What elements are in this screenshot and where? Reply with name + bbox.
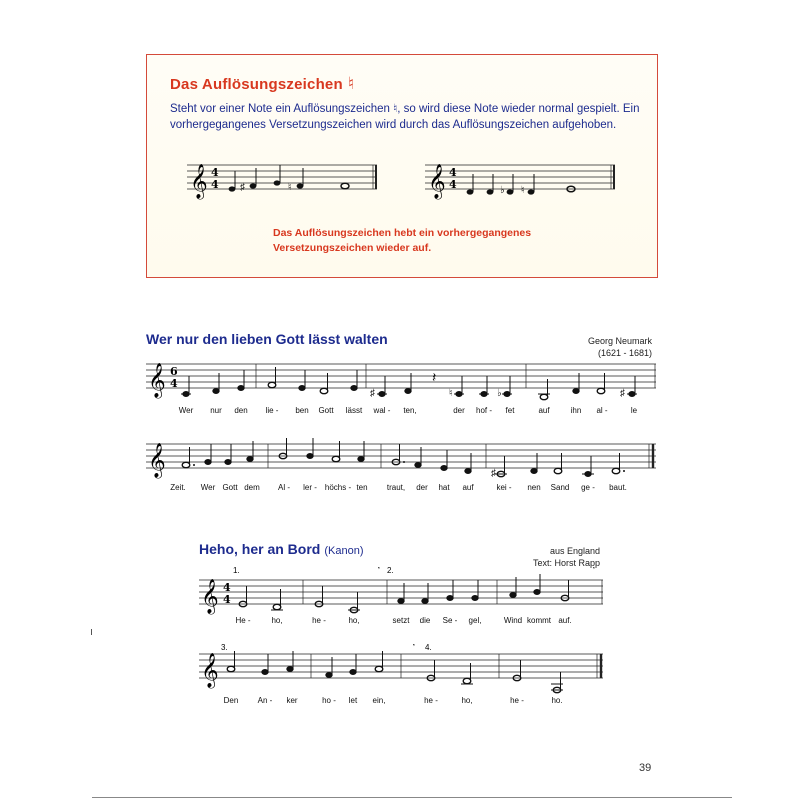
lyric-syllable: ein, xyxy=(372,696,386,705)
lyric-syllable: lässt xyxy=(345,406,363,415)
svg-text:6: 6 xyxy=(170,365,178,378)
section-mark: 2. xyxy=(387,566,394,575)
lyric-syllable: Den xyxy=(223,696,239,705)
svg-text:♯: ♯ xyxy=(491,468,496,479)
lyric-syllable: Wind xyxy=(503,616,523,625)
svg-text:♮: ♮ xyxy=(449,388,453,399)
song2-subtitle: (Kanon) xyxy=(324,545,364,557)
lyric-syllable: ho, xyxy=(271,616,283,625)
treble-clef-icon: 𝄞 xyxy=(190,164,208,199)
lyric-syllable: fet xyxy=(505,406,515,415)
lyric-syllable: Sand xyxy=(550,483,570,492)
lyric-syllable: ge - xyxy=(581,483,595,492)
svg-text:4: 4 xyxy=(223,593,231,606)
lyric-syllable: An - xyxy=(257,696,273,705)
song1-years: (1621 - 1681) xyxy=(597,348,652,358)
lyric-syllable: der xyxy=(416,483,428,492)
lyric-syllable: ho - xyxy=(322,696,336,705)
lyric-syllable: ho, xyxy=(348,616,360,625)
lyric-syllable: Gott xyxy=(318,406,334,415)
svg-text:♯: ♯ xyxy=(240,182,245,193)
treble-clef-icon: 𝄞 xyxy=(201,579,219,614)
bottom-rule xyxy=(92,797,732,798)
svg-text:𝄽: 𝄽 xyxy=(432,369,437,385)
example-staff-1 xyxy=(187,155,387,205)
lyric-syllable: höchs - xyxy=(324,483,352,492)
song2-origin: aus England xyxy=(549,546,600,556)
lyric-syllable: ihn xyxy=(570,406,582,415)
lyric-syllable: auf xyxy=(462,483,474,492)
svg-text:4: 4 xyxy=(223,581,231,594)
info-box-title-text: Das Auflösungszeichen xyxy=(170,76,343,93)
info-box-title xyxy=(170,74,354,94)
lyric-syllable: Zeit. xyxy=(170,483,186,492)
lyric-syllable: nur xyxy=(210,406,222,415)
info-box-note: Das Auflösungszeichen hebt ein vorhergegangenes Versetzungszeichen wieder auf. xyxy=(273,227,532,254)
svg-text:♯: ♯ xyxy=(370,388,375,399)
page-number: 39 xyxy=(639,762,652,774)
song2-staff-1 xyxy=(199,566,609,616)
lyric-syllable: al - xyxy=(596,406,608,415)
lyric-syllable: lie - xyxy=(265,406,279,415)
svg-text:♯: ♯ xyxy=(620,388,625,399)
lyric-syllable: he - xyxy=(424,696,438,705)
song1-staff-2 xyxy=(146,438,658,483)
song2-title-text: Heho, her an Bord xyxy=(199,541,321,557)
margin-mark xyxy=(91,629,92,635)
lyric-syllable: hof - xyxy=(475,406,493,415)
lyric-syllable: setzt xyxy=(392,616,410,625)
svg-text:4: 4 xyxy=(449,166,457,179)
info-box xyxy=(146,54,658,278)
lyric-syllable: die xyxy=(419,616,431,625)
section-mark: 1. xyxy=(233,566,240,575)
svg-text:♭: ♭ xyxy=(500,185,505,196)
svg-text:𝄒: 𝄒 xyxy=(378,567,380,577)
lyric-syllable: ben xyxy=(295,406,309,415)
lyric-syllable: ker xyxy=(286,696,298,705)
lyric-syllable: he - xyxy=(312,616,326,625)
lyric-syllable: kommt xyxy=(527,616,551,625)
lyric-syllable: den xyxy=(234,406,248,415)
song1-staff-1 xyxy=(146,358,658,403)
lyric-syllable: Wer xyxy=(200,483,216,492)
song2-staff-2 xyxy=(199,640,609,698)
svg-text:♮: ♮ xyxy=(521,185,525,196)
lyric-syllable: baut. xyxy=(609,483,627,492)
section-mark: 3. xyxy=(221,643,228,652)
song2-title xyxy=(199,541,364,557)
svg-text:4: 4 xyxy=(211,166,219,179)
lyric-syllable: Gott xyxy=(222,483,238,492)
song1-credit xyxy=(560,335,652,359)
lyric-syllable: auf xyxy=(538,406,550,415)
lyric-syllable: Se - xyxy=(442,616,458,625)
lyric-syllable: nen xyxy=(527,483,541,492)
lyric-syllable: wal - xyxy=(373,406,391,415)
lyric-syllable: traut, xyxy=(386,483,406,492)
lyric-syllable: ler - xyxy=(303,483,317,492)
lyric-syllable: Wer xyxy=(178,406,194,415)
song1-composer: Georg Neumark xyxy=(587,336,652,346)
lyric-syllable: ho, xyxy=(461,696,473,705)
natural-sign-icon: ♮ xyxy=(347,74,355,93)
lyric-syllable: ten xyxy=(356,483,368,492)
lyric-syllable: he - xyxy=(510,696,524,705)
lyric-syllable: let xyxy=(348,696,358,705)
lyric-syllable: ten, xyxy=(403,406,417,415)
lyric-syllable: ho. xyxy=(551,696,563,705)
example-staff-2 xyxy=(425,155,625,205)
svg-text:♭: ♭ xyxy=(497,388,502,399)
treble-clef-icon: 𝄞 xyxy=(201,653,219,688)
treble-clef-icon: 𝄞 xyxy=(148,363,166,398)
svg-text:♮: ♮ xyxy=(288,182,292,193)
lyric-syllable: kei - xyxy=(496,483,512,492)
lyric-syllable: hat xyxy=(438,483,450,492)
svg-text:4: 4 xyxy=(449,178,457,191)
lyric-syllable: He - xyxy=(235,616,251,625)
lyric-syllable: le xyxy=(630,406,638,415)
svg-text:4: 4 xyxy=(211,178,219,191)
treble-clef-icon: 𝄞 xyxy=(148,443,166,478)
lyric-syllable: der xyxy=(453,406,465,415)
svg-text:𝄒: 𝄒 xyxy=(413,644,415,654)
song2-text-credit: Text: Horst Rapp xyxy=(532,558,600,568)
lyric-syllable: gel, xyxy=(468,616,482,625)
lyric-syllable: Al - xyxy=(278,483,290,492)
lyric-syllable: dem xyxy=(244,483,260,492)
lyric-syllable: auf. xyxy=(558,616,572,625)
svg-text:𝄒: 𝄒 xyxy=(593,567,595,577)
section-mark: 4. xyxy=(425,643,432,652)
song1-title: Wer nur den lieben Gott lässt walten xyxy=(146,331,388,347)
info-box-text: Steht vor einer Note ein Auflösungszeichen ♮, so wird diese Note wieder normal gespielt. Ein vorhergegangenes Versetzungszeichen wird durch das Auflösungszeichen aufgehoben. xyxy=(170,103,640,131)
svg-text:4: 4 xyxy=(170,377,178,390)
treble-clef-icon: 𝄞 xyxy=(428,164,446,199)
